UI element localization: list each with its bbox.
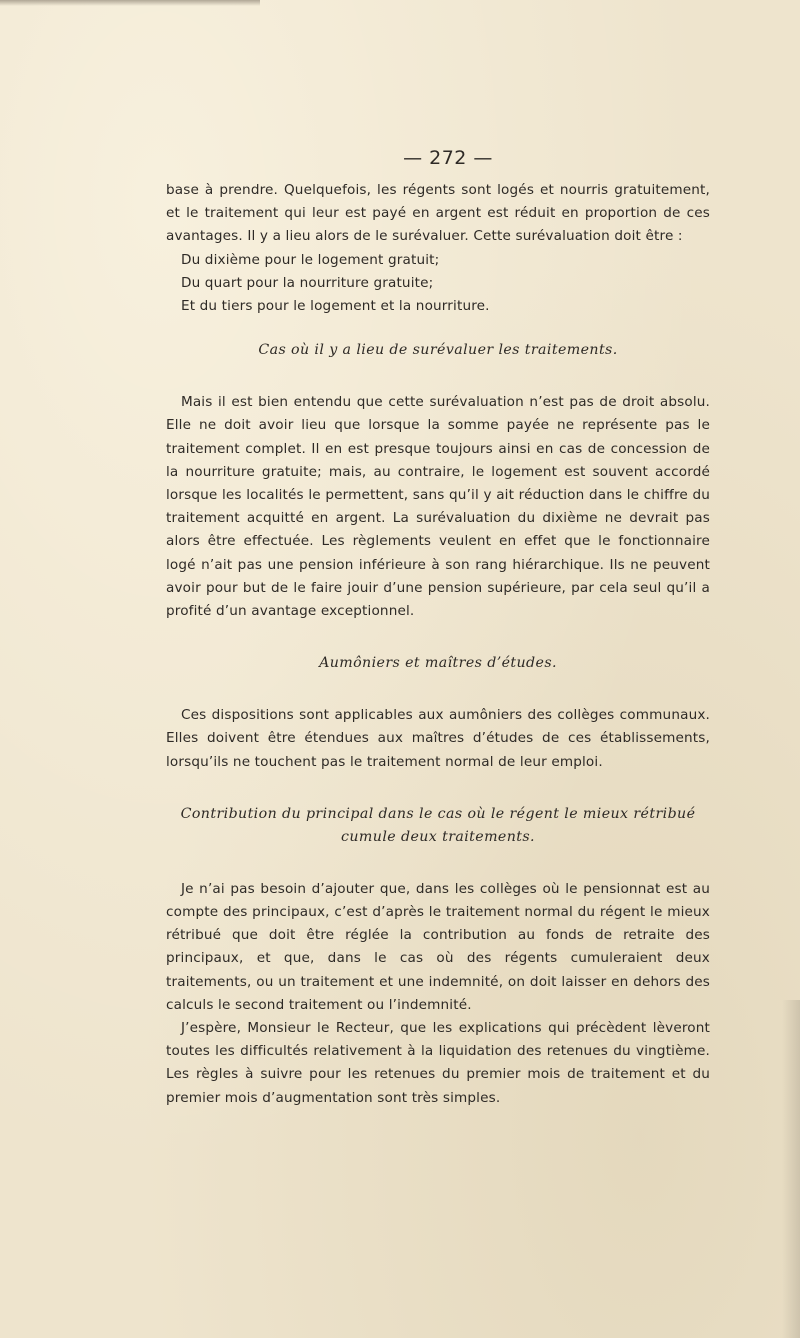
page-edge-shadow — [0, 0, 260, 6]
page-number: — 272 — — [403, 147, 493, 169]
body-paragraph: Je n’ai pas besoin d’ajouter que, dans les collèges où le pensionnat est au compte des principaux, c’est d’après le traitement normal du régent le mieux rétribué que doit être réglée la contribution au fonds de retraite des principaux, et que, dans le cas où des régents cumuleraient deux traitements, ou un traitement et une indemnité, on doit laisser en dehors des calculs le second traitement ou l’indemnité. — [166, 880, 710, 1013]
body-paragraph: Mais il est bien entendu que cette surévaluation n’est pas de droit absolu. Elle ne doit avoir lieu que lorsque la somme payée ne représente pas le traitement complet. Il en est presque toujours ainsi en cas de concession de la nourriture gratuite; mais, au contraire, le logement est souvent accordé lorsque les localités le permettent, sans qu’il y ait réduction dans le chiffre du traitement acquitté en argent. La surévaluation du dixième ne devrait pas alors être effectuée. Les règlements veulent en effet que le fonctionnaire logé n’ait pas une pension inférieure à son rang hiérarchique. Ils ne peuvent avoir pour but de le faire jouir d’une pension supérieure, par cela seul qu’il a profité d’un avantage exceptionnel. — [166, 394, 710, 620]
section-heading — [166, 803, 710, 849]
intro-paragraph: base à prendre. Quelquefois, les régents sont logés et nourris gratuitement, et le traitement qui leur est payé en argent est réduit en proportion de ces avantages. Il y a lieu alors de le surévaluer. Cette surévaluation doit être : — [166, 182, 710, 245]
body-paragraph: J’espère, Monsieur le Recteur, que les explications qui précèdent lèveront toutes les difficultés relativement à la liquidation des retenues du vingtième. Les règles à suivre pour les retenues du premier mois de traitement et du premier mois d’augmentation sont très simples. — [166, 1020, 710, 1106]
text-column — [166, 145, 710, 1110]
list-item: Du quart pour la nourriture gratuite; — [180, 274, 434, 291]
list-item: Et du tiers pour le logement et la nourriture. — [180, 298, 490, 315]
section-heading-line: Contribution du principal dans le cas où le régent le mieux rétribué — [180, 805, 696, 822]
section-heading: Aumôniers et maîtres d’études. — [319, 655, 557, 672]
section-heading: Cas où il y a lieu de surévaluer les traitements. — [258, 342, 618, 359]
list-item: Du dixième pour le logement gratuit; — [180, 251, 440, 268]
body-paragraph: Ces dispositions sont applicables aux aumôniers des collèges communaux. Elles doivent être étendues aux maîtres d’études de ces établissements, lorsqu’ils ne touchent pas le traitement normal de leur emploi. — [166, 707, 710, 770]
section-heading-line: cumule deux traitements. — [341, 828, 535, 845]
page-edge-fade — [782, 1000, 800, 1338]
